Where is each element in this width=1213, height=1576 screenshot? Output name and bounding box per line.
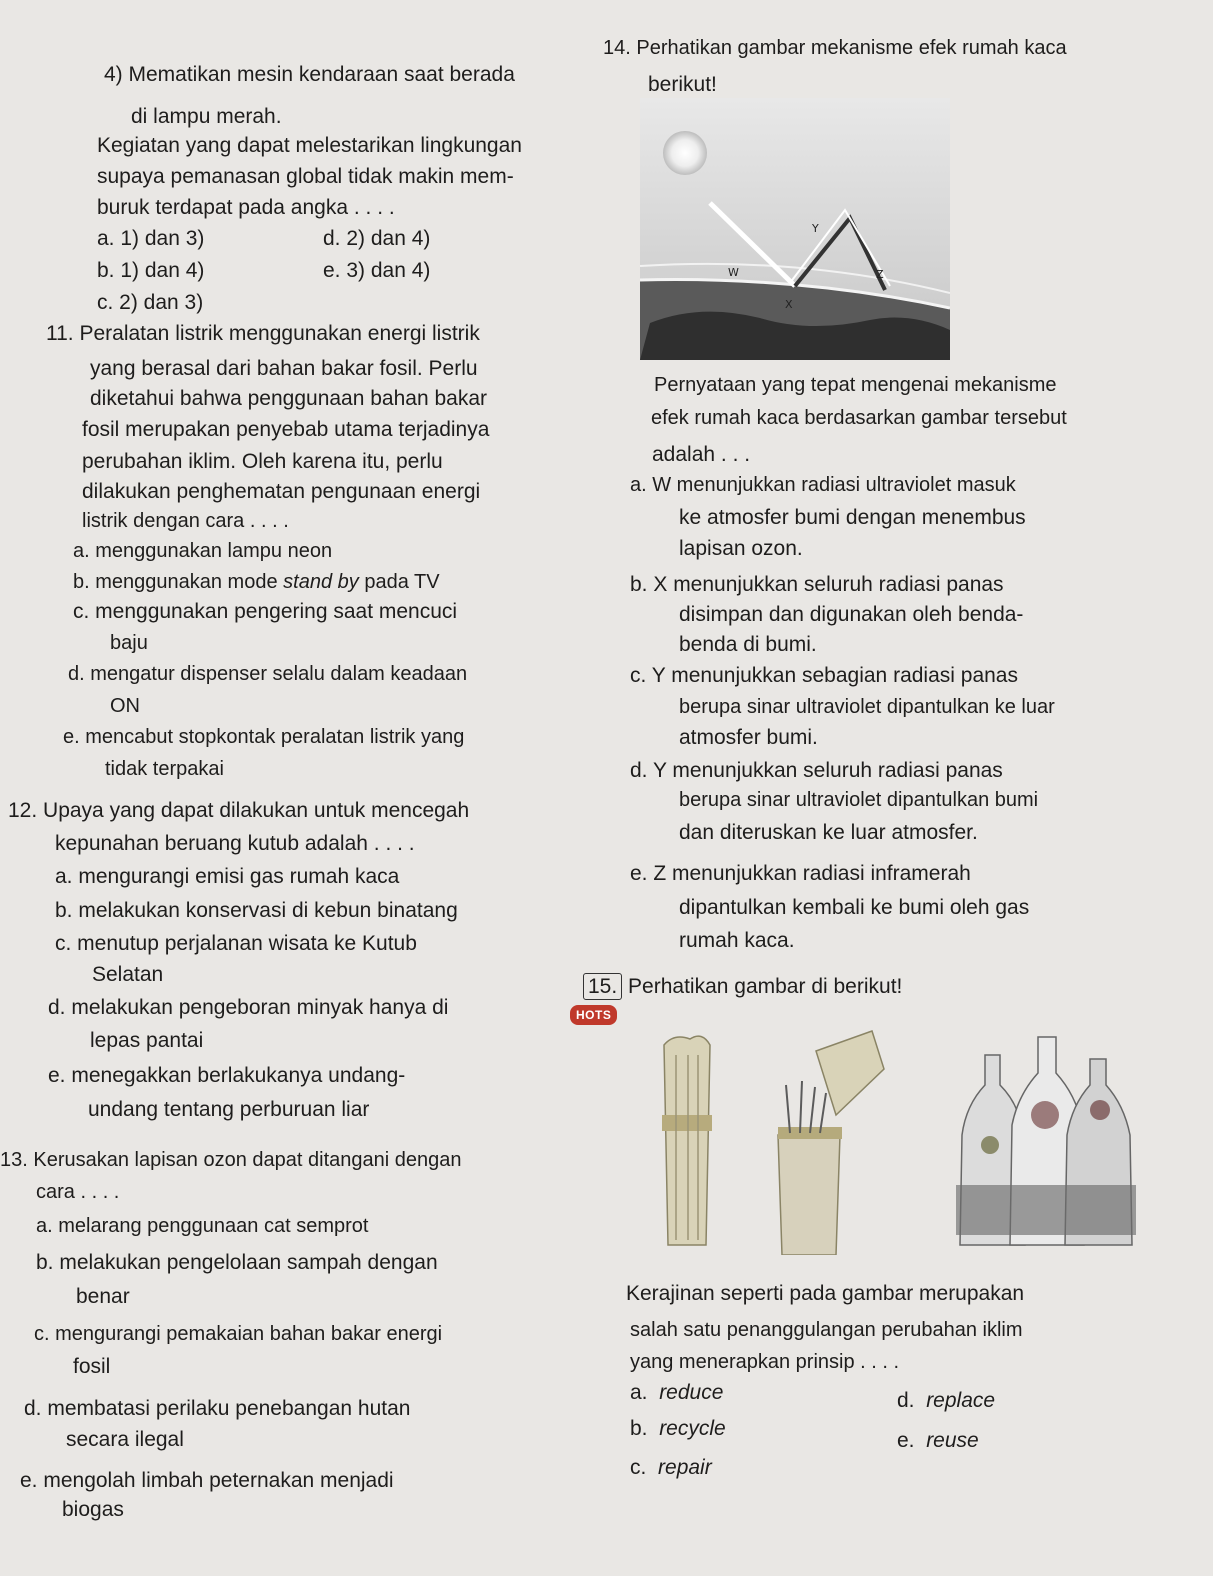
q11-option-e[interactable]: e. mencabut stopkontak peralatan listrik yang [63, 726, 465, 748]
greenhouse-diagram [640, 98, 950, 360]
decorated-bottles-icon [956, 1037, 1136, 1245]
q11-option-c[interactable]: c. menggunakan pengering saat mencuci [73, 600, 458, 623]
q13-option-a[interactable]: a. melarang penggunaan cat semprot [36, 1215, 369, 1237]
q14-option-d[interactable]: d. Y menunjukkan seluruh radiasi panas [630, 759, 1003, 782]
q11-stem-5: perubahan iklim. Oleh karena itu, perlu [82, 450, 443, 473]
q14-prompt-1: Pernyataan yang tepat mengenai mekanisme [654, 374, 1057, 396]
q13-option-e-cont: biogas [62, 1498, 124, 1521]
q10-item-4-cont: di lampu merah. [131, 105, 282, 128]
q13-option-c-cont: fosil [73, 1355, 111, 1378]
q12-option-d-cont: lepas pantai [90, 1029, 204, 1052]
q15-option-c[interactable]: c. repair [630, 1456, 712, 1479]
q10-option-e[interactable]: e. 3) dan 4) [323, 259, 431, 282]
q11-stem-2: yang berasal dari bahan bakar fosil. Perlu [90, 357, 478, 380]
label-w: W [728, 266, 739, 279]
sun-icon [663, 131, 707, 175]
q11-option-d[interactable]: d. mengatur dispenser selalu dalam keadaan [68, 663, 468, 685]
q12-option-c-cont: Selatan [92, 963, 164, 986]
q15-number: 15. [583, 973, 622, 1000]
q10-stem-2: supaya pemanasan global tidak makin mem- [97, 165, 514, 188]
label-z: Z [876, 268, 884, 281]
q12-option-b[interactable]: b. melakukan konservasi di kebun binatang [55, 899, 458, 922]
q12-stem-2: kepunahan beruang kutub adalah . . . . [55, 832, 415, 855]
q11-stem-6: dilakukan penghematan pengunaan energi [82, 480, 481, 503]
q15-option-d[interactable]: d. replace [897, 1389, 996, 1412]
q12-option-a[interactable]: a. mengurangi emisi gas rumah kaca [55, 865, 400, 888]
q12-option-e-cont: undang tentang perburuan liar [88, 1098, 370, 1121]
q11-option-a[interactable]: a. menggunakan lampu neon [73, 540, 333, 562]
pencil-holder-icon [778, 1031, 884, 1255]
q12-option-c[interactable]: c. menutup perjalanan wisata ke Kutub [55, 932, 417, 955]
q14-option-a-cont: ke atmosfer bumi dengan menembus [679, 506, 1026, 529]
q14-prompt-2: efek rumah kaca berdasarkan gambar tersebut [651, 407, 1067, 429]
q11-stem-7: listrik dengan cara . . . . [82, 510, 289, 532]
q12-option-d[interactable]: d. melakukan pengeboran minyak hanya di [48, 996, 449, 1019]
q11-option-e-cont: tidak terpakai [105, 758, 224, 780]
q15-option-b[interactable]: b. recycle [630, 1417, 726, 1440]
q15-text-3: yang menerapkan prinsip . . . . [630, 1351, 900, 1373]
q14-stem-1: 14. Perhatikan gambar mekanisme efek rumah kaca [603, 37, 1067, 59]
q10-stem-1: Kegiatan yang dapat melestarikan lingkungan [97, 134, 522, 157]
q11-option-c-cont: baju [110, 632, 148, 654]
q13-stem-2: cara . . . . [36, 1181, 120, 1203]
q14-option-b[interactable]: b. X menunjukkan seluruh radiasi panas [630, 573, 1004, 596]
hots-badge: HOTS [570, 1005, 617, 1025]
q10-item-4: 4) Mematikan mesin kendaraan saat berada [104, 63, 515, 86]
q12-stem-1: 12. Upaya yang dapat dilakukan untuk mencegah [8, 799, 470, 822]
q13-option-c[interactable]: c. mengurangi pemakaian bahan bakar energi [34, 1323, 443, 1345]
bottle-case-icon [662, 1036, 712, 1245]
q13-option-d[interactable]: d. membatasi perilaku penebangan hutan [24, 1397, 411, 1420]
q14-option-d-cont: berupa sinar ultraviolet dipantulkan bumi [679, 789, 1039, 811]
q14-option-b-cont2: benda di bumi. [679, 633, 817, 656]
q14-option-d-cont2: dan diteruskan ke luar atmosfer. [679, 821, 978, 844]
q13-option-b-cont: benar [76, 1285, 130, 1308]
q15-text-1: Kerajinan seperti pada gambar merupakan [626, 1282, 1025, 1305]
q15-text-2: salah satu penanggulangan perubahan iklim [630, 1319, 1023, 1341]
q14-option-a-cont2: lapisan ozon. [679, 537, 803, 560]
q14-option-e-cont: dipantulkan kembali ke bumi oleh gas [679, 896, 1030, 919]
q11-stem-3: diketahui bahwa penggunaan bahan bakar [90, 387, 488, 410]
q14-stem-2: berikut! [648, 73, 717, 96]
q13-option-e[interactable]: e. mengolah limbah peternakan menjadi [20, 1469, 394, 1492]
q14-option-e-cont2: rumah kaca. [679, 929, 795, 952]
q10-option-a[interactable]: a. 1) dan 3) [97, 227, 205, 250]
q10-option-c[interactable]: c. 2) dan 3) [97, 291, 204, 314]
q11-stem-1: 11. Peralatan listrik menggunakan energi listrik [46, 322, 480, 345]
q11-stem-4: fosil merupakan penyebab utama terjadinya [82, 418, 490, 441]
q10-option-d[interactable]: d. 2) dan 4) [323, 227, 431, 250]
q13-stem-1: 13. Kerusakan lapisan ozon dapat ditangani dengan [0, 1149, 462, 1171]
q14-option-c[interactable]: c. Y menunjukkan sebagian radiasi panas [630, 664, 1018, 687]
q12-option-e[interactable]: e. menegakkan berlakukanya undang- [48, 1064, 406, 1087]
q15-option-a[interactable]: a. reduce [630, 1381, 724, 1404]
q11-option-b[interactable]: b. menggunakan mode stand by pada TV [73, 571, 440, 593]
q15-option-e[interactable]: e. reuse [897, 1429, 979, 1452]
q14-option-b-cont: disimpan dan digunakan oleh benda- [679, 603, 1024, 626]
q10-stem-3: buruk terdapat pada angka . . . . [97, 196, 395, 219]
q10-option-b[interactable]: b. 1) dan 4) [97, 259, 205, 282]
q14-prompt-3: adalah . . . [652, 443, 751, 466]
craft-illustration [640, 1015, 1140, 1255]
q14-option-e[interactable]: e. Z menunjukkan radiasi inframerah [630, 862, 971, 885]
q14-option-a[interactable]: a. W menunjukkan radiasi ultraviolet masuk [630, 474, 1016, 496]
q15-stem: 15. Perhatikan gambar di berikut! [583, 976, 902, 997]
label-y: Y [812, 222, 819, 235]
label-x: X [785, 298, 793, 311]
q14-option-c-cont: berupa sinar ultraviolet dipantulkan ke luar [679, 696, 1055, 718]
q13-option-d-cont: secara ilegal [66, 1428, 184, 1451]
q11-option-d-cont: ON [110, 695, 140, 717]
q14-option-c-cont2: atmosfer bumi. [679, 726, 818, 749]
q13-option-b[interactable]: b. melakukan pengelolaan sampah dengan [36, 1251, 438, 1274]
